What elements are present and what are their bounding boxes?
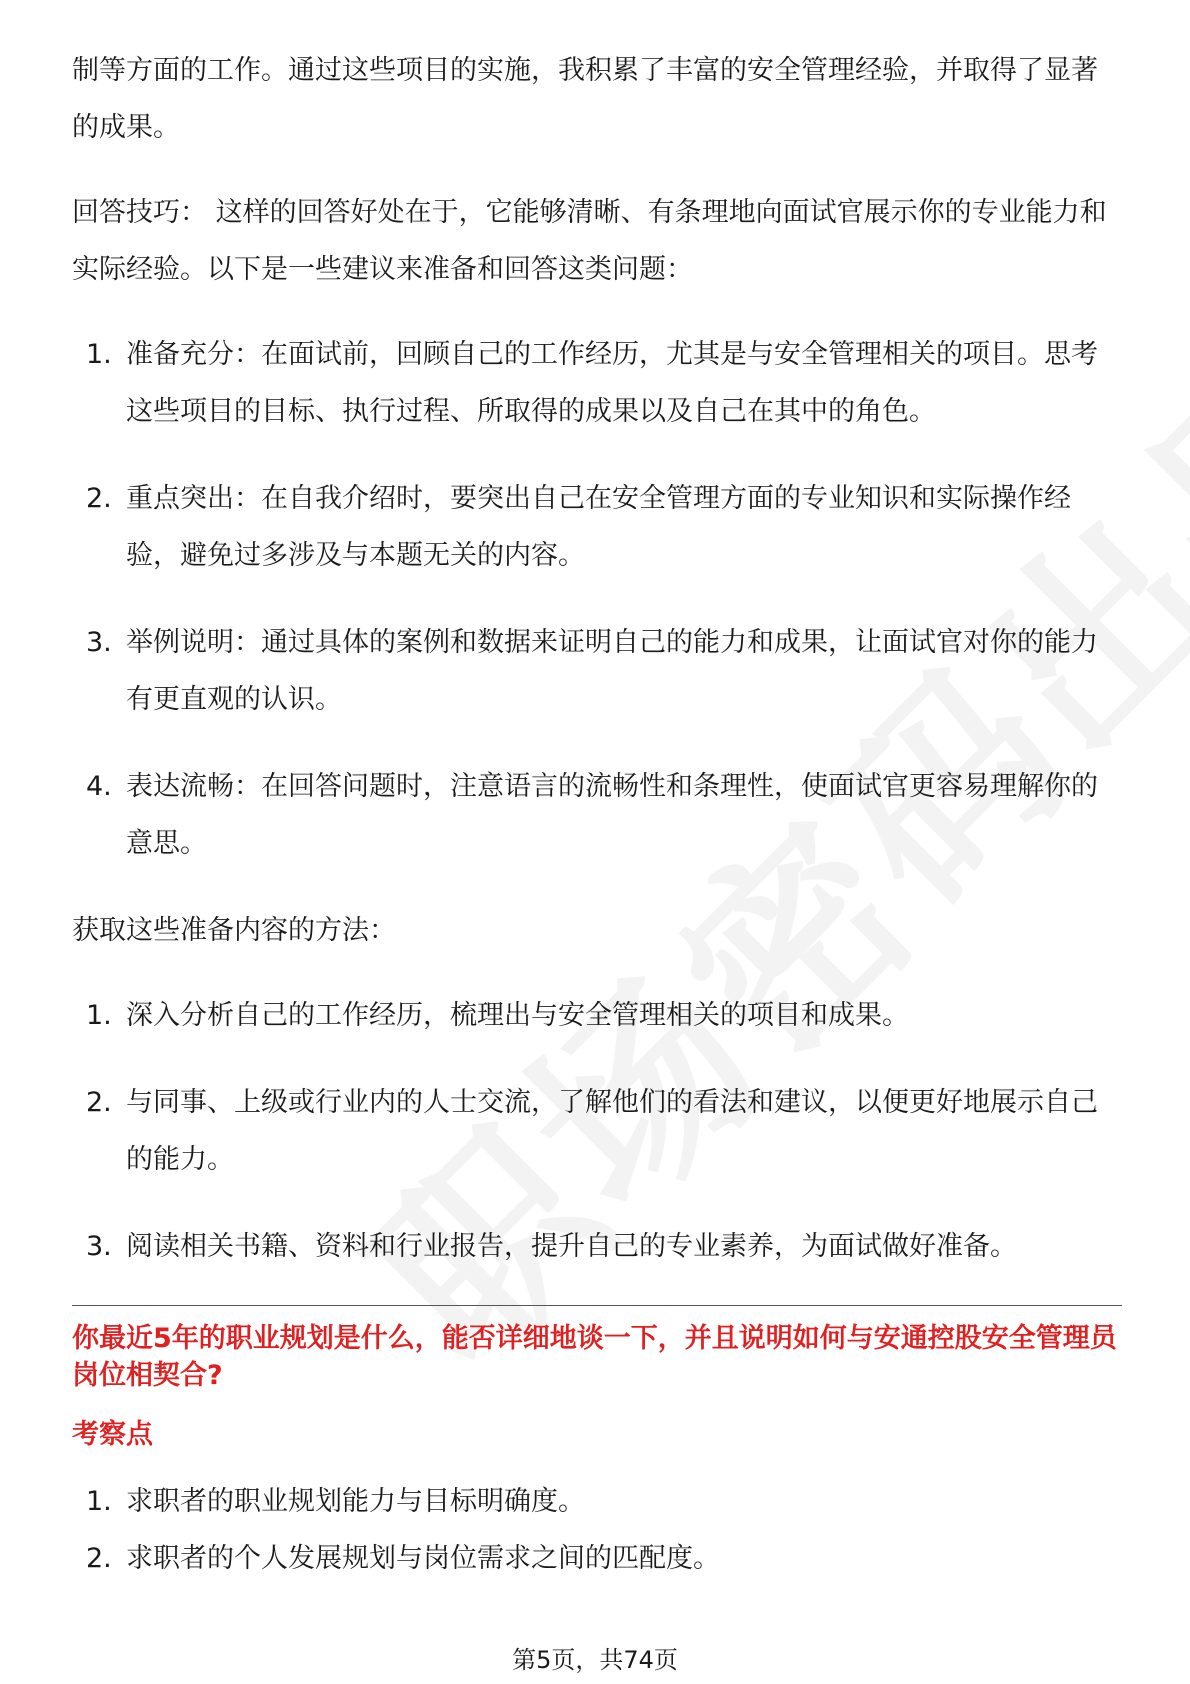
list-item: [72, 1530, 1122, 1587]
list-item: [72, 987, 1122, 1044]
methods-heading: 获取这些准备内容的方法：: [72, 915, 396, 946]
list-item-text: 深入分析自己的工作经历，梳理出与安全管理相关的项目和成果。: [126, 1000, 909, 1031]
list-number: 1.: [86, 1000, 112, 1031]
assessment-heading: 考察点: [72, 1419, 153, 1450]
section-divider: [72, 1305, 1122, 1306]
list-item-text: 表达流畅：在回答问题时，注意语言的流畅性和条理性，使面试官更容易理解你的意思。: [126, 771, 1098, 859]
list-item: [72, 1218, 1122, 1275]
list-item: [72, 326, 1122, 440]
list-item: [72, 758, 1122, 872]
list-item-text: 求职者的职业规划能力与目标明确度。: [126, 1486, 585, 1517]
list-item: [72, 1074, 1122, 1188]
list-item-text: 准备充分：在面试前，回顾自己的工作经历，尤其是与安全管理相关的项目。思考这些项目的目标、执行过程、所取得的成果以及自己在其中的角色。: [126, 339, 1098, 427]
list-item: [72, 1473, 1122, 1530]
tips-paragraph: 回答技巧： 这样的回答好处在于，它能够清晰、有条理地向面试官展示你的专业能力和实际经验。以下是一些建议来准备和回答这类问题：: [72, 197, 1107, 285]
question-heading: 你最近5年的职业规划是什么，能否详细地谈一下，并且说明如何与安通控股安全管理员岗位相契合?: [72, 1323, 1117, 1391]
intro-tail-paragraph: 制等方面的工作。通过这些项目的实施，我积累了丰富的安全管理经验，并取得了显著的成果。: [72, 55, 1098, 143]
assessment-list: [72, 1473, 1122, 1587]
list-number: 4.: [86, 771, 112, 802]
list-number: 2.: [86, 483, 112, 514]
list-item: [72, 614, 1122, 728]
list-number: 3.: [86, 1231, 112, 1262]
tips-list: [72, 326, 1122, 872]
list-item: [72, 470, 1122, 584]
methods-list: [72, 987, 1122, 1275]
list-number: 1.: [86, 1486, 112, 1517]
list-item-text: 阅读相关书籍、资料和行业报告，提升自己的专业素养，为面试做好准备。: [126, 1231, 1017, 1262]
document-body: [72, 42, 1122, 1587]
list-item-text: 重点突出：在自我介绍时，要突出自己在安全管理方面的专业知识和实际操作经验，避免过多涉及与本题无关的内容。: [126, 483, 1071, 571]
list-number: 2.: [86, 1087, 112, 1118]
list-number: 2.: [86, 1543, 112, 1574]
list-number: 1.: [86, 339, 112, 370]
list-item-text: 与同事、上级或行业内的人士交流，了解他们的看法和建议，以便更好地展示自己的能力。: [126, 1087, 1098, 1175]
page-footer: 第5页，共74页: [512, 1646, 678, 1674]
list-number: 3.: [86, 627, 112, 658]
list-item-text: 举例说明：通过具体的案例和数据来证明自己的能力和成果，让面试官对你的能力有更直观的认识。: [126, 627, 1098, 715]
list-item-text: 求职者的个人发展规划与岗位需求之间的匹配度。: [126, 1543, 720, 1574]
